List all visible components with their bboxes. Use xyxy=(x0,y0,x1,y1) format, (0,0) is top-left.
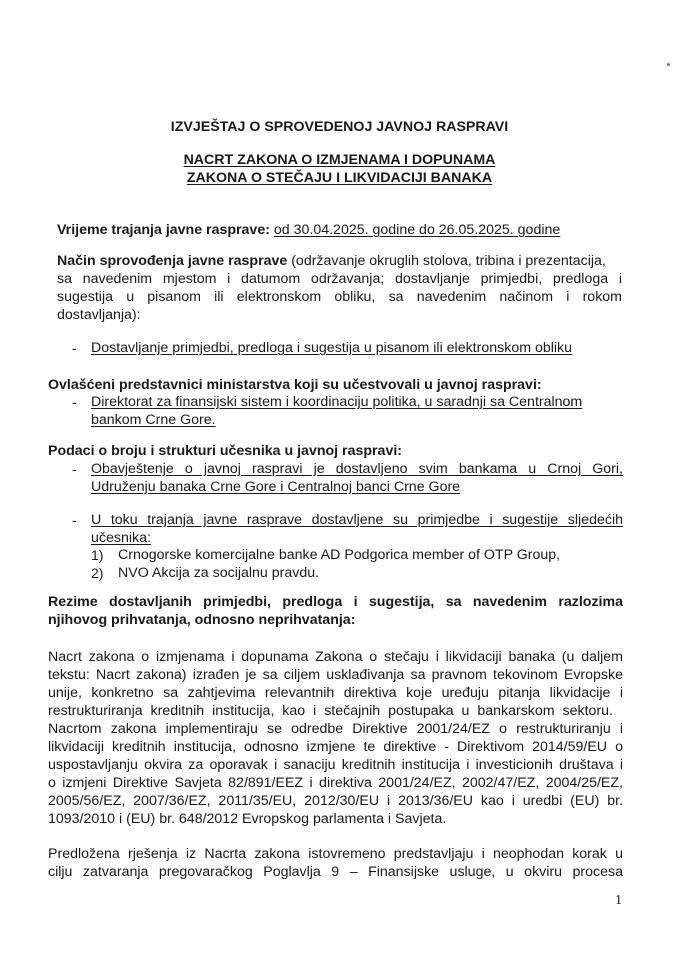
method-line-1 xyxy=(57,253,606,269)
paragraph-1-line-3: unije, konkretno sa zahtjevima relevantnih direktiva koje uređuju pitanja likvidacije i xyxy=(48,685,623,701)
numbered-index: 2) xyxy=(91,565,104,581)
list-dash: - xyxy=(72,394,77,410)
numbered-index: 1) xyxy=(91,547,104,563)
list-dash: - xyxy=(72,461,77,477)
paragraph-1-line-5: Nacrtom zakona implementiraju se odredbe Direktive 2001/24/EZ o restrukturiranju i xyxy=(48,721,623,737)
paragraph-1-line-4: restrukturiranja kreditnih institucija, kao i stečajnih postupaka u bankarskom sektoru. xyxy=(48,703,613,719)
method-item: Dostavljanje primjedbi, predloga i sugestija u pisanom ili elektronskom obliku xyxy=(91,340,573,356)
summary-heading-line-1: Rezime dostavljanih primjedbi, predloga i sugestija, sa navedenim razlozima xyxy=(48,594,623,610)
method-line-3: sugestija u pisanom ili elektronskom obliku, sa navedenim načinom i rokom xyxy=(57,289,622,305)
participants-item-1-line-2: Udruženju banaka Crne Gore i Centralnoj banci Crne Gore xyxy=(91,479,461,495)
paragraph-1-line-2: tekstu: Nacrt zakona) izrađen je sa ciljem usklađivanja sa pravnom tekovinom Evropske xyxy=(48,667,623,683)
report-title: IZVJEŠTAJ O SPROVEDENOJ JAVNOJ RASPRAVI xyxy=(170,119,509,135)
paragraph-1-line-1: Nacrt zakona o izmjenama i dopunama Zakona o stečaju i likvidaciji banaka (u daljem xyxy=(48,649,623,665)
scan-speck xyxy=(667,63,670,66)
paragraph-1-line-9: 2005/56/EZ, 2007/36/EZ, 2011/35/EU, 2012/30/EU i 2013/36/EU kao i uredbi (EU) br. xyxy=(48,793,623,809)
participant-2: NVO Akcija za socijalnu pravdu. xyxy=(118,565,320,581)
paragraph-2-line-2: cilju zatvaranja pregovaračkog Poglavlja 9 – Finansijske usluge, u okviru procesa xyxy=(48,864,623,880)
representatives-item-line-1: Direktorat za finansijski sistem i koordinaciju politika, u saradnji sa Centralnom xyxy=(91,394,583,410)
list-dash: - xyxy=(72,512,77,528)
representatives-item-line-2: bankom Crne Gore. xyxy=(91,412,216,428)
law-title-line-1: NACRT ZAKONA O IZMJENAMA I DOPUNAMA xyxy=(183,152,496,168)
participants-item-2-line-1: U toku trajanja javne rasprave dostavljene su primjedbe i sugestije sljedećih xyxy=(91,512,623,528)
duration-row xyxy=(57,222,560,238)
method-text: (održavanje okruglih stolova, tribina i prezentacija, xyxy=(287,253,606,269)
method-line-4: dostavljanja): xyxy=(57,307,141,323)
participants-heading: Podaci o broju i strukturi učesnika u javnoj raspravi: xyxy=(48,443,402,459)
participants-item-2-line-2: učesnika: xyxy=(91,530,151,546)
paragraph-1-line-10: 1093/2010 i (EU) br. 648/2012 Evropskog parlamenta i Savjeta. xyxy=(48,811,447,827)
paragraph-1-line-7: uspostavljanju okvira za oporavak i sanaciju kreditnih institucija i investicionih društava i xyxy=(48,757,623,773)
method-line-2: sa navedenim mjestom i datumom održavanja; dostavljanje primjedbi, predloga i xyxy=(57,271,622,287)
list-dash: - xyxy=(72,340,77,356)
representatives-heading: Ovlašćeni predstavnici ministarstva koji su učestvovali u javnoj raspravi: xyxy=(48,377,542,393)
law-title-line-2: ZAKONA O STEČAJU I LIKVIDACIJI BANAKA xyxy=(186,170,493,186)
method-label: Način sprovođenja javne rasprave xyxy=(57,253,288,269)
summary-heading-line-2: njihovog prihvatanja, odnosno neprihvatanja: xyxy=(48,612,356,628)
duration-value: od 30.04.2025. godine do 26.05.2025. godine xyxy=(273,222,561,238)
participants-item-1-line-1: Obavještenje o javnoj raspravi je dostavljeno svim bankama u Crnoj Gori, xyxy=(91,461,623,477)
paragraph-1-line-6: likvidaciji kreditnih institucija, odnosno izmjene te direktive - Direktivom 2014/59/EU o xyxy=(48,739,623,755)
participant-1: Crnogorske komercijalne banke AD Podgorica member of OTP Group, xyxy=(118,547,561,563)
page-number: 1 xyxy=(615,893,622,908)
paragraph-1-line-8: o izmjeni Direktive Savjeta 82/891/EEZ i direktiva 2001/24/EZ, 2002/47/EZ, 2004/25/EZ, xyxy=(48,775,623,791)
duration-label: Vrijeme trajanja javne rasprave: xyxy=(57,222,270,238)
paragraph-2-line-1: Predložena rješenja iz Nacrta zakona istovremeno predstavljaju i neophodan korak u xyxy=(48,846,623,862)
